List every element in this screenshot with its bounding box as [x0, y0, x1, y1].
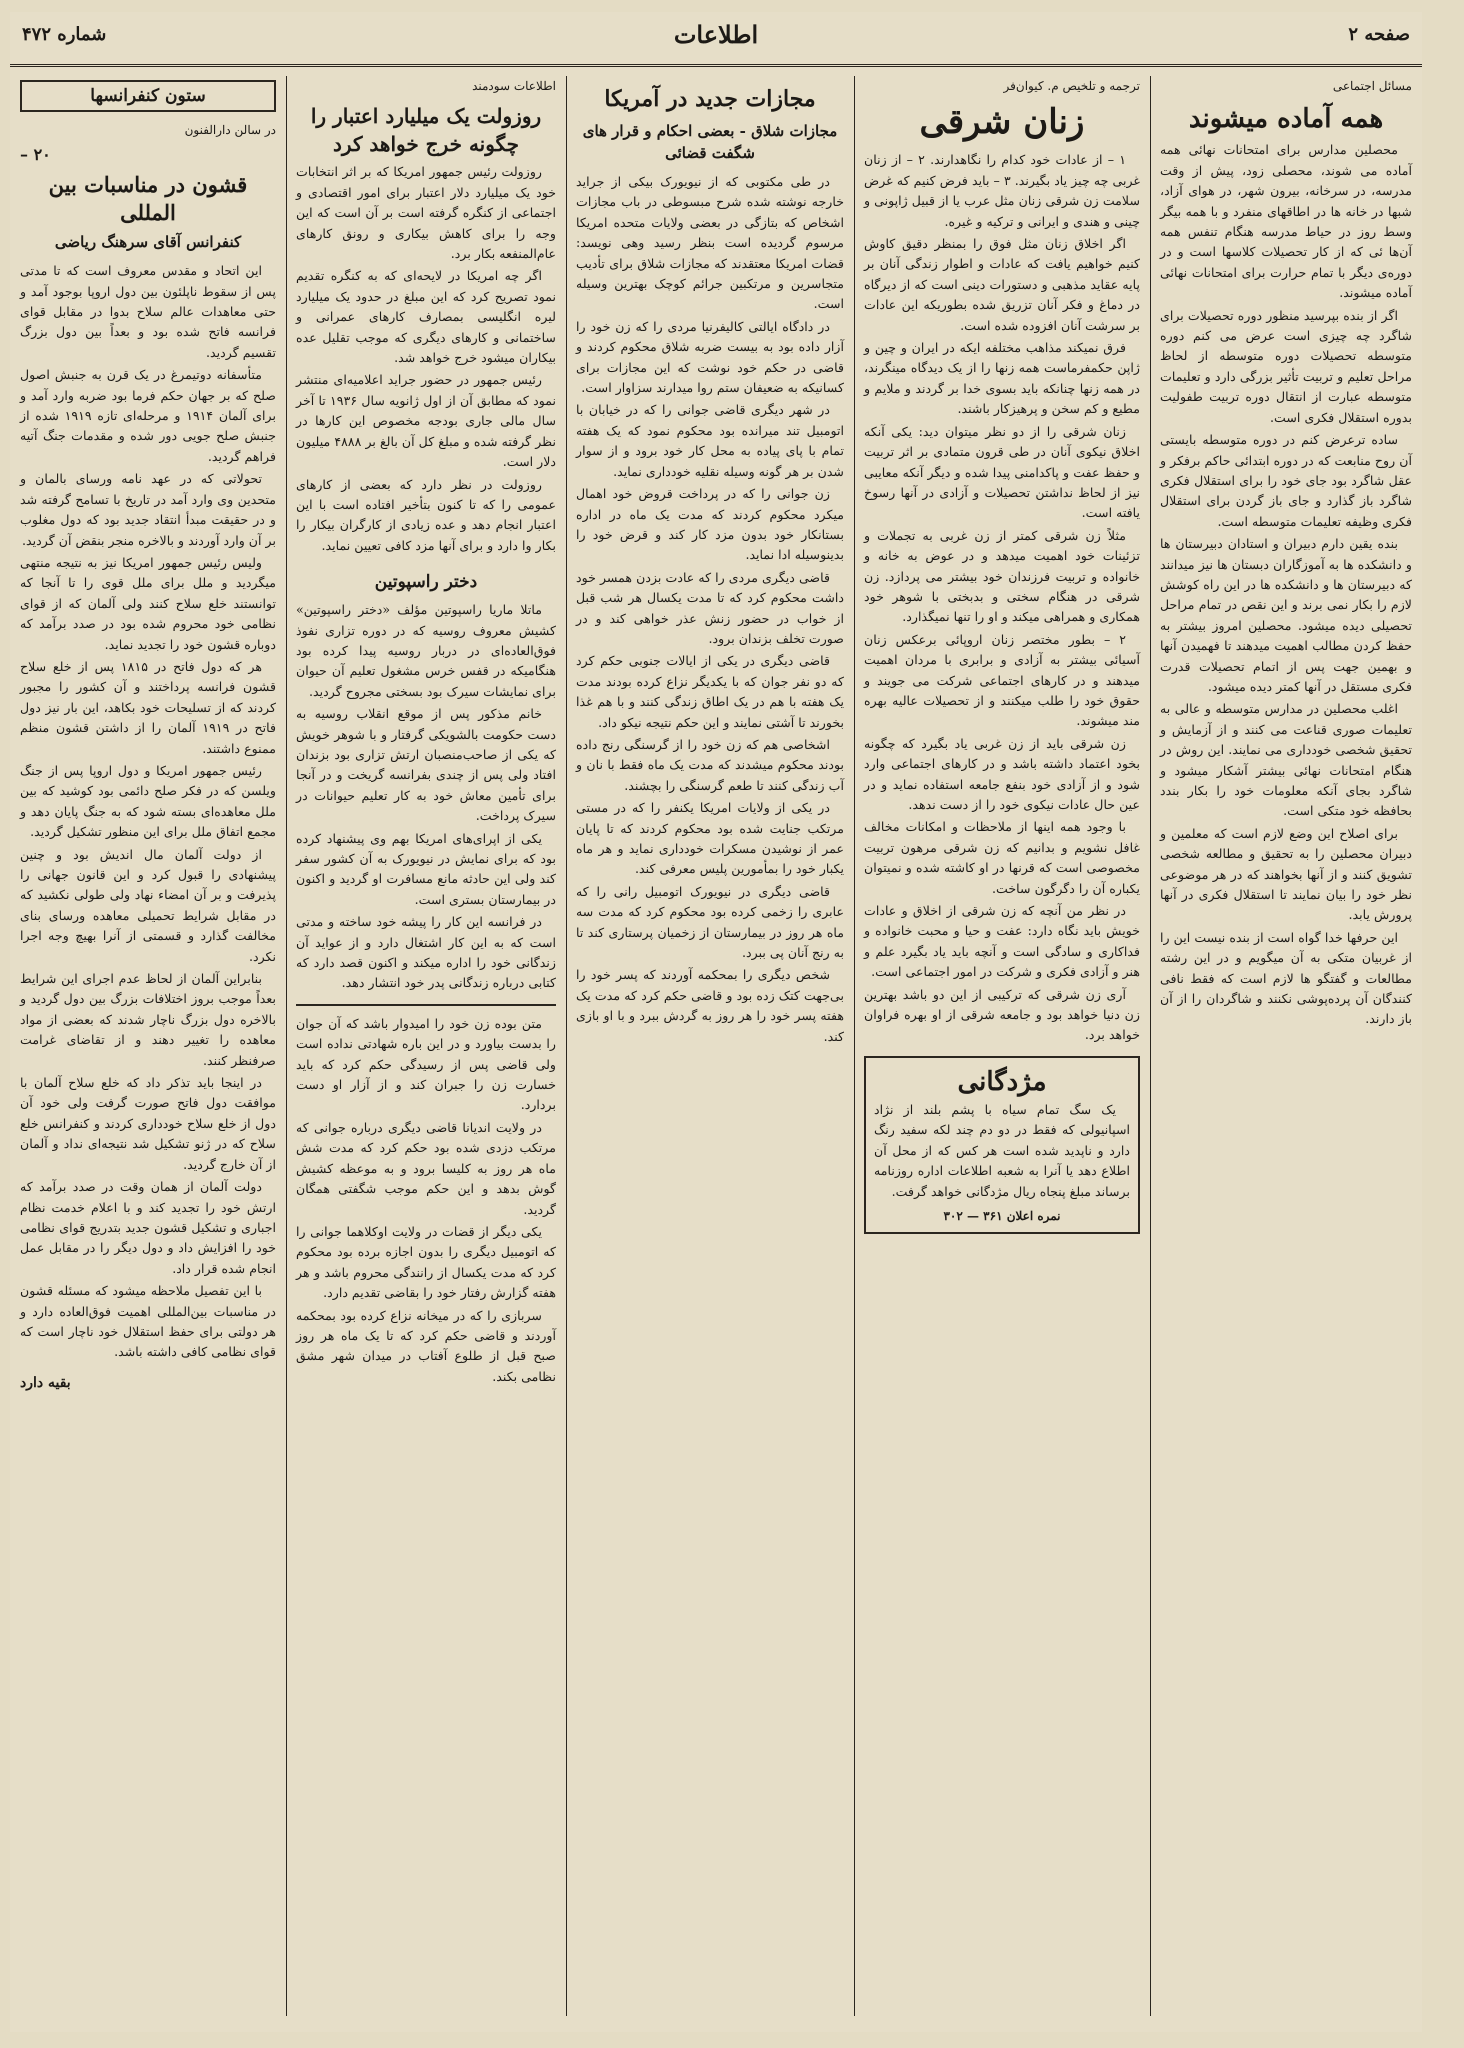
article-paragraph: قاضی دیگری در نیویورک اتومبیل رانی را که عابری را زخمی کرده بود محکوم کرد که مدت سه ماه هر روز در بیمارستان از زخمیان پرستاری کند تا به رنج آنان پی ببرد.	[576, 883, 844, 961]
article-paragraph: در شهر دیگری قاضی جوانی را که در خیابان با اتومبیل تند میرانده بود محکوم نمود که یک هفته تمام با پای پیاده به محل کار خود برود و از سوار شدن بر هر گونه وسیله نقلیه خودداری نماید.	[576, 402, 844, 479]
article-paragraph: با این تفصیل ملاحظه میشود که مسئله قشون در مناسبات بین‌المللی اهمیت فوق‌العاده دارد و هر دولتی برای حفظ استقلال خود ناچار است که قوای نظامی کافی داشته باشد.	[20, 1283, 276, 1360]
article-paragraph: قاضی دیگری در یکی از ایالات جنوبی حکم کرد که دو نفر جوان که با یکدیگر نزاع کرده بودند مدت یک هفته با هم در یک اطاق زندگی کنند و با هم غذا بخورند تا آشتی نمایند و این حکم نتیجه نیکو داد.	[576, 653, 844, 730]
article-paragraph: اشخاصی هم که زن خود را از گرسنگی رنج داده بودند محکوم میشدند که مدت یک ماه فقط با نان و آب زندگی کنند تا طعم گرسنگی را بچشند.	[576, 736, 844, 793]
article-paragraph: در نظر من آنچه که زن شرقی از اخلاق و عادات خویش باید نگاه دارد: عفت و حیا و محبت خانواده و فداکاری و سادگی است و آنچه باید یاد بگیرد علم و هنر و آزادی فکری و شرکت در امور اجتماعی است.	[864, 903, 1140, 980]
article-paragraph: در طی مکتوبی که از نیویورک بیکی از جراید خارجه نوشته شده شرح مبسوطی در باب مجازات اشخاص که بتازگی در بعضی ولایات متحده امریکا مرسوم گردیده است بنظر رسید وهی نویسد: قضات امریکا معتقدند که مجازات شلاق برای تأدیب متجاسرین و مرتکبین جرائم کوچک بهترین وسیله است.	[576, 174, 844, 312]
column-rule	[566, 76, 567, 2016]
article-paragraph: در دادگاه ایالتی کالیفرنیا مردی را که زن خود را آزار داده بود به بیست ضربه شلاق محکوم کردند و قاضی در حکم خود نوشت که این مجازات برای کسانیکه به ضعیفان ستم روا میدارند سزاوار است.	[576, 318, 844, 396]
article-paragraph: ماتلا ماریا راسپوتین مؤلف «دختر راسپوتین» کشیش معروف روسیه که در دوره تزاری نفوذ فوق‌العاده‌ای در دربار روسیه پیدا کرده بود هنگامیکه در قفس خرس مشغول تعلیم آن حیوان برای نمایشات سیرک بود بسختی مجروح گردید.	[296, 602, 556, 699]
article-headline: روزولت یک میلیارد اعتبار را چگونه خرج خواهد کرد	[310, 104, 542, 157]
masthead	[10, 12, 1422, 67]
paper-name: اطلاعات	[673, 20, 759, 49]
classified-ad	[864, 1056, 1140, 1234]
article-paragraph: ۱ – از عادات خود کدام را نگاهدارند. ۲ – از زنان غربی چه چیز یاد بگیرند. ۳ – باید فرض کنیم که غرض سلامت زن شرقی زنان مثل عرب یا از قبیل ژاپونی و چینی و هندی و ایرانی و ترکیه و غیره.	[864, 152, 1140, 229]
section-divider	[296, 1004, 556, 1006]
article-paragraph: در ولایت اندیانا قاضی دیگری درباره جوانی که مرتکب دزدی شده بود حکم کرد که مدت شش ماه هر روز به کلیسا برود و به موعظه کشیش گوش بدهد و این حکم موجب شگفتی همگان گردید.	[296, 1119, 556, 1217]
ad-footer: نمره اعلان ۳۶۱ — ۳۰۲	[943, 1208, 1061, 1223]
article-paragraph: زن جوانی را که در پرداخت قروض خود اهمال میکرد محکوم کردند که مدت یک ماه در اداره بستانکار خود بدون مزد کار کند و قرض خود را بدینوسیله ادا نماید.	[576, 486, 844, 563]
article-paragraph: بنده یقین دارم دبیران و استادان دبیرستان ها و دانشکده ها به آموزگاران دبستان ها نیز میدانند که دبیرستان ها و دانشکده ها در این راه کوشش لازم را بکار نمی برند و این نقص در تمام مراحل تحصیلی دیده میشود. محصلین امروز بیشتر به حفظ کردن مطالب اهمیت میدهند تا فهمیدن آنها و بهمین جهت پس از اتمام تحصیلات قدرت فکری مستقل در آنها کمتر دیده میشود.	[1160, 536, 1412, 694]
article-paragraph: زن شرقی باید از زن غربی یاد بگیرد که چگونه بخود اعتماد داشته باشد و در کارهای اجتماعی وارد شود و از آزادی خود بنفع جامعه استفاده نماید و در عین حال عادات نیکوی خود را از دست ندهد.	[864, 735, 1140, 812]
column-social-issues	[1150, 76, 1422, 2016]
article-paragraph: تحولاتی که در عهد نامه ورسای بالمان و متحدین وی وارد آمد در تاریخ با تسامح گرفته شد و در حقیقت مبدأ انتقاد جدید بود که دول مغلوب بر آن وارد آوردند و بالاخره منجر بنقض آن گردید.	[20, 471, 276, 548]
article-headline: قشون در مناسبات بین المللی	[48, 172, 248, 226]
series-number: ۲۰ –	[20, 144, 51, 164]
article-paragraph: متأسفانه دوتیمرغ در یک قرن به جنبش اصول صلح که بر جهان حکم فرما بود ضربه وارد آمد و برای آلمان ۱۹۱۴ و مرحله‌ای تازه ۱۹۱۹ شده از جنبش صلح جویی دور شده و مقدمات جنگ آتیه فراهم گردید.	[20, 367, 276, 464]
column-new-punishments	[566, 76, 854, 2016]
column-rule	[286, 76, 287, 2016]
newspaper-page	[10, 12, 1422, 2032]
section-box-title: ستون کنفرانسها	[20, 80, 276, 112]
article-paragraph: از دولت آلمان مال اندیش بود و چنین پیشنهادی را قبول کرد و این قانون جهانی را پذیرفت و بر آن امضاء نهاد ولی طولی نکشید که در مقابل شرایط تحمیلی معاهده ورسای بنای مخالفت گذارد و قسمتی از آنرا بهیچ وجه اجرا نکرد.	[20, 846, 276, 964]
article-paragraph: مثلاً زن شرقی کمتر از زن غربی به تجملات و تزئینات خود اهمیت میدهد و در عوض به خانه و خانواده و تربیت فرزندان خود بیشتر می پردازد. زن شرقی در هنگام سختی و بدبختی با شوهر خود همکاری و همراهی میکند و او را تنها نمیگذارد.	[864, 527, 1140, 625]
article-paragraph: هر که دول فاتح در ۱۸۱۵ پس از خلع سلاح قشون فرانسه پرداختند و آن کشور را مجبور کردند که از تسلیحات خود بکاهد، این بار نیز دول فاتح در ۱۹۱۹ آلمان را از داشتن قشون منظم ممنوع داشتند.	[20, 658, 276, 756]
article-headline: زنان شرقی	[919, 102, 1085, 143]
article-headline: همه آماده میشوند	[1188, 104, 1384, 135]
article-paragraph: رئیس جمهور در حضور جراید اعلامیه‌ای منتشر نمود که مطابق آن از اول ژانویه سال ۱۹۳۶ تا آخر سال مالی جاری بودجه مخصوص این کارها در نظر گرفته شده و مبلغ کل آن بالغ بر ۴۸۸۸ میلیون دلار است.	[296, 372, 556, 470]
section-title: دختر راسپوتین	[374, 572, 478, 593]
column-rule	[854, 76, 855, 2016]
article-paragraph: برای اصلاح این وضع لازم است که معلمین و دبیران محصلین را به تحقیق و مطالعه شخصی تشویق کنند و از آنها بخواهند که در هر موضوعی نظر خود را بیان نمایند تا استقلال فکری در آنها پرورش یابد.	[1160, 825, 1412, 923]
article-paragraph: خانم مذکور پس از موقع انقلاب روسیه به دست حکومت بالشویکی گرفتار و با شوهر خویش که یکی از صاحب‌منصبان ارتش تزاری بود بزندان افتاد ولی پس از چندی بفرانسه گریخت و در آنجا برای تأمین معاش خود به کار تعلیم حیوانات در سیرک پرداخت.	[296, 706, 556, 824]
article-paragraph: در فرانسه این کار را پیشه خود ساخته و مدتی است که به این کار اشتغال دارد و از عواید آن زندگانی خود را اداره میکند و اکنون قصد دارد که کتابی درباره زندگانی پدر خود انتشار دهد.	[296, 914, 556, 991]
article-paragraph: روزولت رئیس جمهور امریکا که بر اثر انتخابات خود یک میلیارد دلار اعتبار برای امور اقتصادی و اجتماعی از کنگره گرفته است بر آن است که این وجه را برای کاهش بیکاری و رونق کارهای عام‌المنفعه بکار برد.	[296, 164, 556, 262]
article-paragraph: زنان شرقی را از دو نظر میتوان دید: یکی آنکه اخلاق نیکوی آنان در طی قرون متمادی بر اثر تربیت و حفظ عفت و پاکدامنی پیدا شده و دیگر آنکه معایبی نیز از لحاظ نداشتن تحصیلات و آزادی در آنها رسوخ یافته است.	[864, 423, 1140, 521]
article-paragraph: با وجود همه اینها از ملاحظات و امکانات مخالف غافل نشویم و بدانیم که زن شرقی مرهون تربیت مخصوصی است که قرنها در او کاشته شده و نمیتوان یکباره آن را دگرگون ساخت.	[864, 819, 1140, 896]
article-paragraph: یکی دیگر از قضات در ولایت اوکلاهما جوانی را که اتومبیل دیگری را بدون اجازه برده بود محکوم کرد که مدت یکسال از رانندگی محروم باشد و هر هفته گزارش رفتار خود را بقاضی تقدیم دارد.	[296, 1223, 556, 1301]
article-paragraph: این اتحاد و مقدس معروف است که تا مدتی پس از سقوط ناپلئون بین دول اروپا بوجود آمد و حتی معاهدات عالم سلاح بدوا در مقابل قوای فرانسه فاتح شده بود و بعداً بین دول بزرگ تقسیم گردید.	[20, 263, 276, 360]
column-conferences	[10, 76, 286, 2016]
article-paragraph: قاضی دیگری مردی را که عادت بزدن همسر خود داشت محکوم کرد که تا مدت یکسال هر شب قبل از خواب در حضور زنش عذر خواهی کند و در صورت تخلف بزندان برود.	[576, 569, 844, 646]
article-subhead: مجازات شلاق - بعضی احکام و قرار های شگفت قضائی	[582, 122, 838, 162]
article-paragraph: فرق نمیکند مذاهب مختلفه ایکه در ایران و چین و ژاپن حکمفرماست همه زنها را از یک دیدگاه مینگرند، در همه زنها چنانکه باید بسوی خدا بر گردند و ملایم و مطیع و کم سخن و پرهیزکار باشند.	[864, 340, 1140, 417]
article-paragraph: اگر از بنده بپرسید منظور دوره تحصیلات برای شاگرد چه چیزی است عرض می کنم دوره متوسطه تحصیلات دوره متوسطه از لحاظ مراحل تعلیم و تربیت تأثیر بزرگی دارد و تعلیمات متوسطه عبارت از انتقال دوره تربیت طفولیت بدوره استقلال فکری است.	[1160, 307, 1412, 425]
article-paragraph: اگر چه امریکا در لایحه‌ای که به کنگره تقدیم نمود تصریح کرد که این مبلغ در حدود یک میلیارد لیره انگلیسی بمصارف کارهای عمرانی و ساختمانی و کارهای دیگری که موجب تقلیل عده بیکاران میشود خرج خواهد شد.	[296, 268, 556, 366]
article-paragraph: بنابراین آلمان از لحاظ عدم اجرای این شرایط بعداً موجب بروز اختلافات بزرگ بین دول گردید و بالاخره دول بزرگ ناچار شدند که بعضی از مواد معاهده را تغییر دهند و از تقاضای غرامت صرفنظر کنند.	[20, 971, 276, 1068]
article-paragraph: ولیس رئیس جمهور امریکا نیز به نتیجه منتهی میگردید و ملل برای ملل قوی را تا آنجا که توانستند خلع سلاح کنند ولی آلمان که از قوای نظامی خود محروم شده بود در صدد برآمد که دوباره قشون خود را تجدید نماید.	[20, 554, 276, 652]
column-eastern-women	[854, 76, 1150, 2016]
article-paragraph: آری زن شرقی که ترکیبی از این دو باشد بهترین زن دنیا خواهد بود و جامعه شرقی از او بهره فراوان خواهد برد.	[864, 986, 1140, 1043]
article-paragraph: اگر اخلاق زنان مثل فوق را بمنظر دقیق کاوش کنیم خواهیم یافت که عادات و اطوار زندگی آنان بر پایه عقاید مذهبی و دستورات دینی است که از دیرگاه در دماغ و فکر آنان تزریق شده بطوریکه این عادات بر سرشت آنان افزوده شده است.	[864, 236, 1140, 333]
article-subhead: کنفرانس آقای سرهنگ ریاضی	[54, 233, 242, 252]
column-useful-info	[286, 76, 566, 2016]
section-kicker: در سالن دارالفنون	[184, 123, 276, 138]
article-paragraph: این حرفها خدا گواه است از بنده نیست این را از غربیان متکی به آن میگویم و در این رشته مطالعات و گفتگو ها لازم است که فقط نافی کنندگان آن پرده‌پوشی نکنند و شاگردان را از آن باز دارند.	[1160, 929, 1412, 1027]
ad-text: یک سگ تمام سیاه با پشم بلند از نژاد اسپانیولی که فقط در دو دم چند لکه سفید رنگ دارد و ناپدید شده است هر کس که از محل آن اطلاع دهد یا آنرا به شعبه اطلاعات اداره روزنامه برساند مبلغ پنجاه ریال مژدگانی خواهد گرفت.	[874, 1101, 1130, 1199]
article-paragraph: اغلب محصلین در مدارس متوسطه و عالی به تعلیمات صوری قناعت می کنند و از آزمایش و تحقیق شخصی خودداری می نمایند. این روش در هنگام امتحانات نهائی بیشتر آشکار میشود و شاگرد بجای آنکه معلومات خود را بکار بندد بحافظه خود متکی است.	[1160, 701, 1412, 819]
article-paragraph: روزولت در نظر دارد که بعضی از کارهای عمومی را که تا کنون بتأخیر افتاده است با این اعتبار انجام دهد و عده زیادی از کارگران بیکار را بکار وا دارد و برای آنها مزد کافی تعیین نماید.	[296, 476, 556, 553]
article-paragraph: در اینجا باید تذکر داد که خلع سلاح آلمان با موافقت دول فاتح صورت گرفت ولی خود آن دول از خلع سلاح خودداری کردند و کنفرانس خلع سلاح که در ژنو تشکیل شد نتیجه‌ای نداد و آلمان از آن خارج گردید.	[20, 1075, 276, 1172]
section-kicker: مسائل اجتماعی	[1332, 79, 1412, 93]
article-paragraph: محصلین مدارس برای امتحانات نهائی همه آماده می شوند، محصلی زود، پیش از وقت مدرسه، در سرخانه، بیرون شهر، در هوای آزاد، شبها در خانه ها در اطاقهای منفرد و با همه بیگر وسط روز در حیاط مدرسه هنگام تنفس همه آن‌ها ئی که از کار تحصیلات کلاسها است و در دوره‌ی دیگر با تمام حرارت برای امتحانات نهائی آماده میشوند.	[1160, 142, 1412, 301]
section-kicker: اطلاعات سودمند	[472, 79, 556, 93]
article-paragraph: ساده ترعرض کنم در دوره متوسطه بایستی آن روح منابعت که در دوره ابتدائی حاکم برفکر و عقل شاگرد بود جای خود را برای استقلال فکری شاگرد باز گذارد و جای باز گردن برای استقلال فکری وظیفه تعلیمات متوسطه است.	[1160, 432, 1412, 529]
article-paragraph: متن بوده زن خود را امیدوار باشد که آن جوان را بدست بیاورد و در این باره شهادتی نداده است ولی قاضی پس از رسیدگی حکم کرد که باید خسارت زن را جبران کند و از آزار او دست بردارد.	[296, 1015, 556, 1113]
article-paragraph: در یکی از ولایات امریکا یکنفر را که در مستی مرتکب جنایت شده بود محکوم کردند که تا پایان عمر از نوشیدن مسکرات خودداری نماید و هر ماه یکبار خود را بمأمورین پلیس معرفی کند.	[576, 800, 844, 877]
article-paragraph: دولت آلمان از همان وقت در صدد برآمد که ارتش خود را تجدید کند و با اعلام خدمت نظام اجباری و تشکیل قشون جدید بتدریج قوای نظامی خود را افزایش داد و دول دیگر را در مقابل عمل انجام شده قرار داد.	[20, 1179, 276, 1276]
article-paragraph: یکی از اپرای‌های امریکا بهم وی پیشنهاد کرده بود که برای نمایش در نیویورک به آن کشور سفر کند ولی این حادثه مانع مسافرت او گردید و اکنون در بیمارستان بستری است.	[296, 830, 556, 907]
continued-note: بقیه دارد	[20, 1374, 71, 1391]
article-headline: مجازات جدید در آمریکا	[604, 86, 816, 112]
issue-number: شماره ۴۷۲	[22, 24, 107, 45]
article-paragraph: سربازی را که در میخانه نزاع کرده بود بمحکمه آوردند و قاضی حکم کرد که تا یک ماه هر روز صبح قبل از طلوع آفتاب در میدان شهر مشق نظامی بکند.	[296, 1307, 556, 1384]
column-rule	[1150, 76, 1151, 2016]
translator-credit: ترجمه و تلخیص م. کیوان‌فر	[1003, 79, 1140, 93]
article-paragraph: شخص دیگری را بمحکمه آوردند که پسر خود را بی‌جهت کتک زده بود و قاضی حکم کرد که مدت یک هفته پسر خود را هر روز به گردش ببرد و با او بازی کند.	[576, 967, 844, 1044]
article-paragraph: رئیس جمهور امریکا و دول اروپا پس از جنگ ویلسن که در فکر صلح دائمی بود کوشید که بین ملل معاهده‌ای بسته شود که به جنگ پایان دهد و مجمع اتفاق ملل برای این منظور تشکیل گردید.	[20, 762, 276, 840]
ad-title: مژدگانی	[957, 1066, 1047, 1097]
article-paragraph: ۲ – بطور مختصر زنان اروپائی برعکس زنان آسیائی بیشتر به آزادی و برابری با مردان اهمیت میدهند و در کارهای اجتماعی شرکت می جویند و حقوق خود را طلب میکنند و از تحصیلات عالیه بهره مند میشوند.	[864, 631, 1140, 729]
page-number: صفحه ۲	[1348, 24, 1410, 45]
